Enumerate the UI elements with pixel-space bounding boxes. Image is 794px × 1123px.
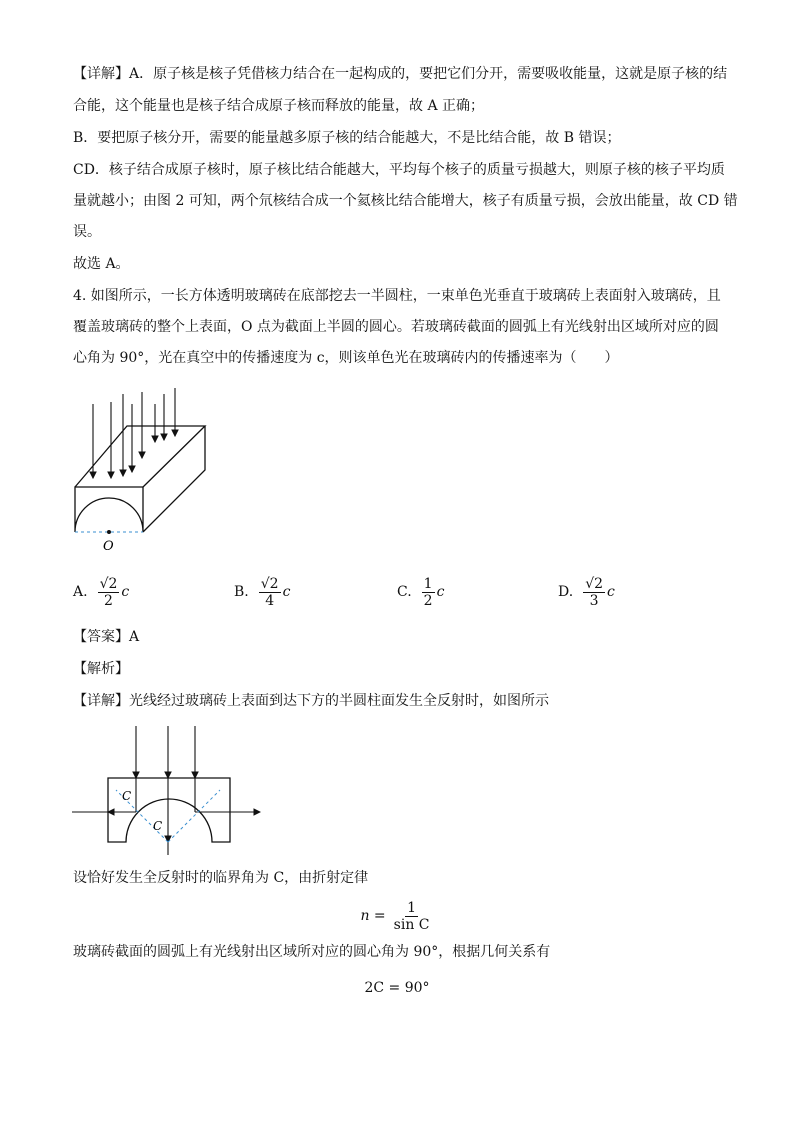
option-letter: D. xyxy=(558,584,574,600)
fraction-numerator: 1 xyxy=(423,575,433,592)
geometry-text: 玻璃砖截面的圆弧上有光线射出区域所对应的圆心角为 90°，根据几何关系有 xyxy=(73,944,551,960)
refraction-formula xyxy=(0,896,794,936)
speed-variable: c xyxy=(607,584,615,600)
question-text-line: 心角为 90°，光在真空中的传播速度为 c，则该单色光在玻璃砖内的传播速率为（ ） xyxy=(73,350,619,366)
fraction-numerator: √2 xyxy=(585,575,604,592)
detail-text-line: B．要把原子核分开，需要的能量越多原子核的结合能越大，不是比结合能，故 B 错误； xyxy=(73,130,621,146)
fraction-denominator: 2 xyxy=(104,592,113,609)
center-point-label: O xyxy=(103,539,114,554)
analysis-heading: 【解析】 xyxy=(73,661,129,677)
detail-text-line: 合能，这个能量也是核子结合成原子核而释放的能量，故 A 正确； xyxy=(73,98,485,114)
question-text-line: 4. 如图所示，一长方体透明玻璃砖在底部挖去一半圆柱，一束单色光垂直于玻璃砖上表面射入玻璃砖，且 xyxy=(73,288,721,304)
critical-angle-text: 设恰好发生全反射时的临界角为 C，由折射定律 xyxy=(73,870,369,886)
option-d[interactable] xyxy=(558,572,615,612)
question-text-line: 覆盖玻璃砖的整个上表面，O 点为截面上半圆的圆心。若玻璃砖截面的圆弧上有光线射出区域所对应的圆 xyxy=(73,319,719,335)
formula-numerator: 1 xyxy=(407,899,417,916)
option-letter: B. xyxy=(234,584,249,600)
fraction-numerator: √2 xyxy=(99,575,118,592)
fraction-numerator: √2 xyxy=(260,575,279,592)
detail-text-line: 量就越小；由图 2 可知，两个氘核结合成一个氦核比结合能增大，核子有质量亏损，会放出能量，故 CD 错 xyxy=(73,193,738,209)
detail-text-line: 误。 xyxy=(73,224,101,240)
critical-angle-label-top: C xyxy=(122,789,132,803)
answer-label: 【答案】A xyxy=(73,629,140,645)
speed-variable: c xyxy=(282,584,291,600)
formula-lhs: n = xyxy=(360,908,386,924)
critical-angle-label-center: C xyxy=(153,819,163,833)
speed-variable: c xyxy=(121,584,130,600)
formula-denominator: sin C xyxy=(393,916,430,933)
option-c[interactable] xyxy=(397,572,444,612)
option-letter: C. xyxy=(397,584,412,600)
detail-text-line: 【详解】光线经过玻璃砖上表面到达下方的半圆柱面发生全反射时，如图所示 xyxy=(73,693,549,709)
fraction-denominator: 3 xyxy=(589,592,599,609)
option-letter: A. xyxy=(73,584,88,600)
speed-variable: c xyxy=(436,584,445,600)
conclusion-text: 故选 A。 xyxy=(73,256,130,272)
option-a[interactable] xyxy=(73,572,129,612)
angle-formula: 2C = 90° xyxy=(364,980,430,996)
total-reflection-figure xyxy=(70,722,265,857)
detail-text-line: CD．核子结合成原子核时，原子核比结合能越大，平均每个核子的质量亏损越大，则原子核的核子平均质 xyxy=(73,162,725,178)
fraction-denominator: 2 xyxy=(423,592,433,609)
glass-block-figure xyxy=(60,380,220,555)
fraction-denominator: 4 xyxy=(265,592,275,609)
detail-text-line: 【详解】A．原子核是核子凭借核力结合在一起构成的，要把它们分开，需要吸收能量，这就是原子核的结 xyxy=(73,66,728,82)
option-b[interactable] xyxy=(234,572,290,612)
